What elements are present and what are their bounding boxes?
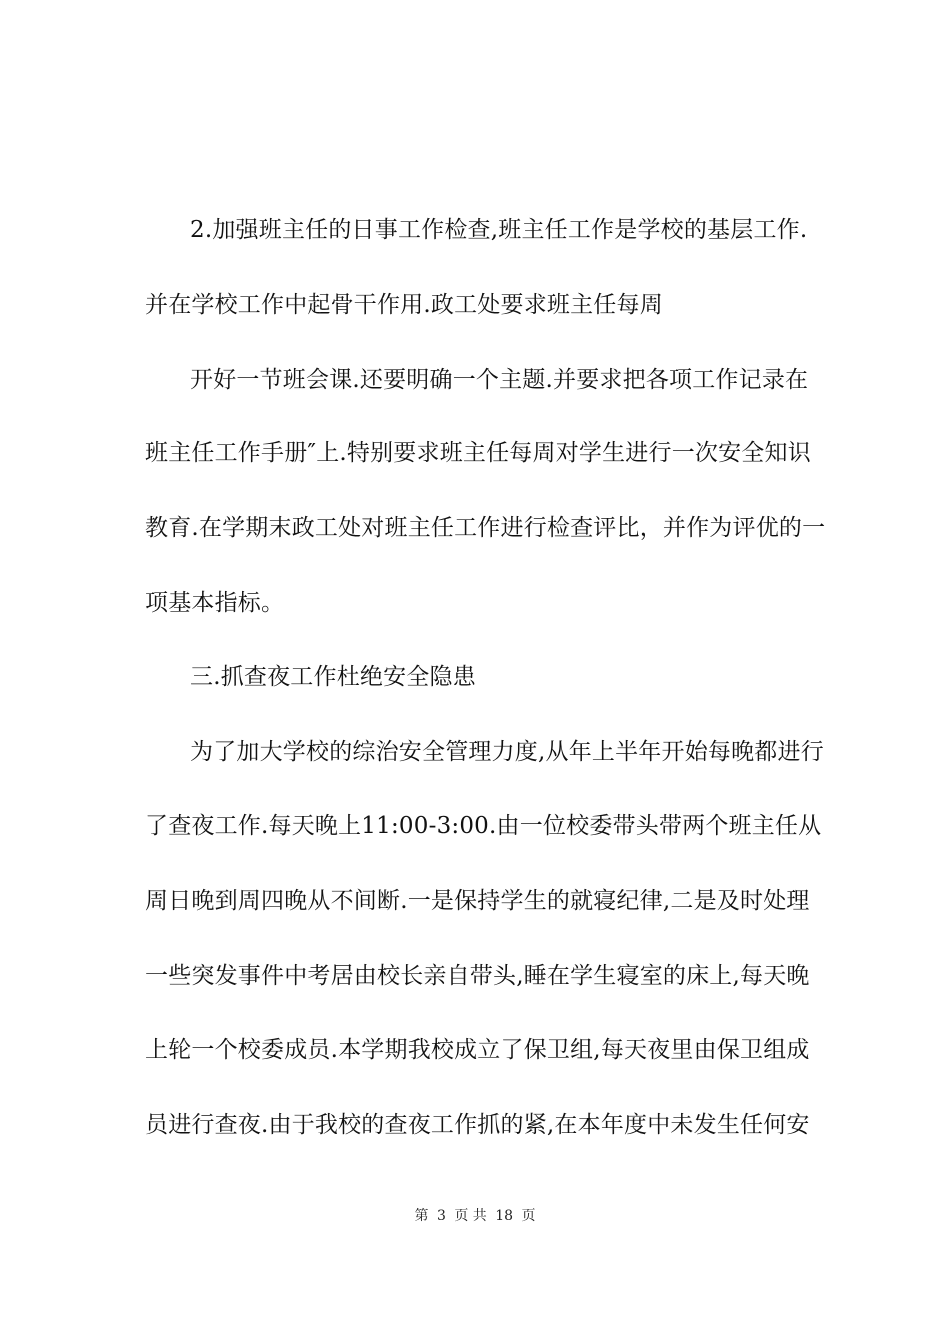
paragraph-line-8: 了查夜工作.每天晚上11:00-3:00.由一位校委带头带两个班主任从 [145,813,822,839]
paragraph-line-1: 2.加强班主任的日事工作检查,班主任工作是学校的基层工作. [190,217,808,243]
paragraph-line-11: 上轮一个校委成员.本学期我校成立了保卫组,每天夜里由保卫组成 [145,1037,810,1063]
paragraph-line-12: 员进行查夜.由于我校的查夜工作抓的紧,在本年度中未发生任何安 [145,1112,810,1138]
section-heading: 三.抓查夜工作杜绝安全隐患 [190,664,476,690]
paragraph-line-4: 班主任工作手册″上.特别要求班主任每周对学生进行一次安全知识 [145,440,811,466]
paragraph-line-10: 一些突发事件中考居由校长亲自带头,睡在学生寝室的床上,每天晚 [145,963,810,989]
footer-suffix: 页 [521,1208,536,1224]
page-footer [0,1206,950,1226]
footer-middle: 页 共 [454,1208,487,1224]
paragraph-line-2: 并在学校工作中起骨干作用.政工处要求班主任每周 [145,292,663,318]
footer-prefix: 第 [414,1208,429,1224]
paragraph-line-6: 项基本指标。 [145,590,285,616]
footer-page-number: 3 [436,1208,446,1224]
footer-total-pages: 18 [495,1208,514,1224]
paragraph-line-9: 周日晚到周四晚从不间断.一是保持学生的就寝纪律,二是及时处理 [145,888,810,914]
paragraph-line-5: 教育.在学期末政工处对班主任工作进行检查评比，并作为评优的一 [145,515,826,541]
paragraph-line-7: 为了加大学校的综治安全管理力度,从年上半年开始每晚都进行 [190,739,824,765]
paragraph-line-3: 开好一节班会课.还要明确一个主题.并要求把各项工作记录在 [190,367,809,393]
